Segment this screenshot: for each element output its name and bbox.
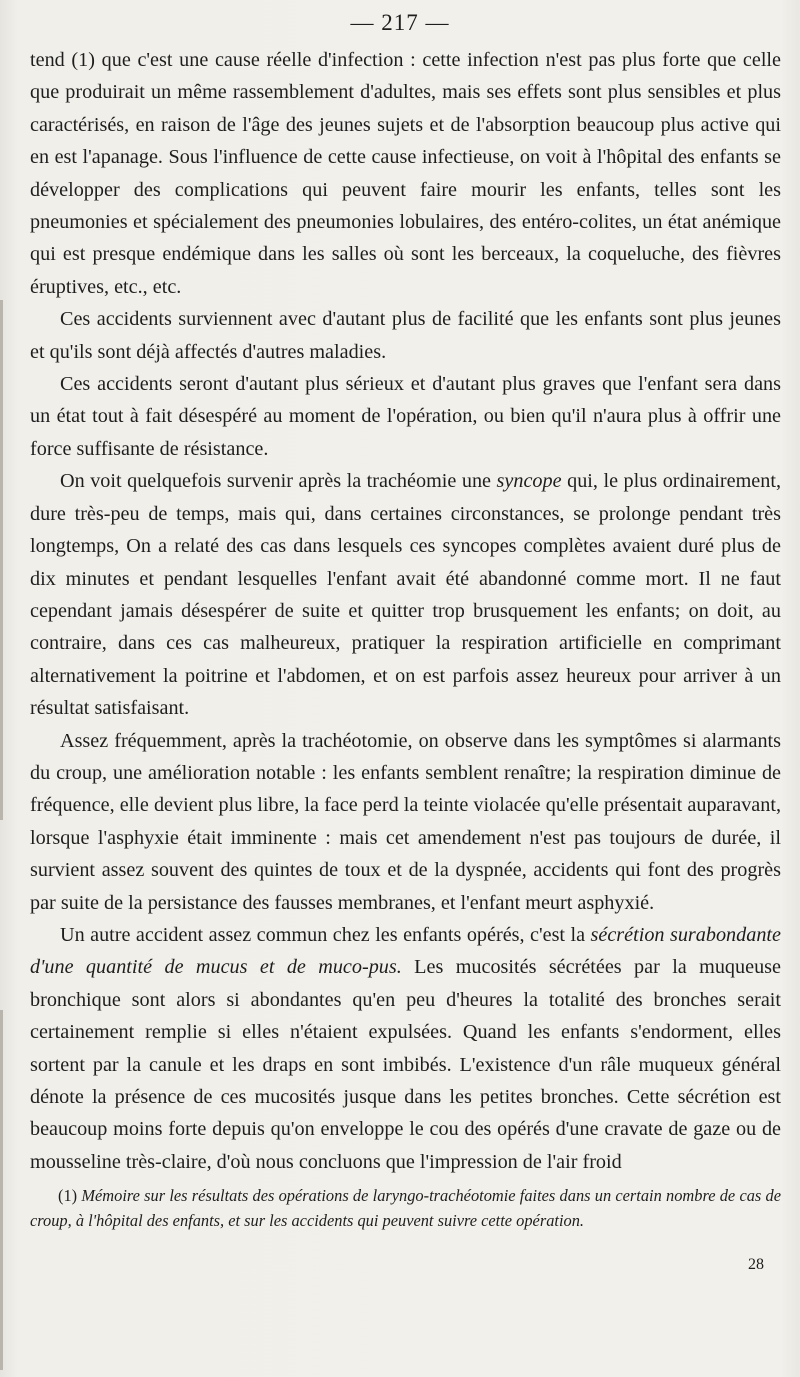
paragraph-text: Les mucosités sécrétées par la muqueuse bronchique sont alors si abondantes qu'en peu d'heures la totalité des bronches serait certainement remplie si elles n'étaient expulsées. Quand les enfants s'endorment, elles sortent par la canule et les draps en sont imbibés. L'existence d'un râle muqueux général dénote la présence de ces mucosités jusque dans les petites bronches. Cette sécrétion est beaucoup moins forte depuis qu'on enveloppe le cou des opérés d'une cravate de gaze ou de mousseline très-claire, d'où nous concluons que l'impression de l'air froid: [30, 956, 781, 1173]
signature-mark: 28: [748, 1256, 764, 1273]
paragraph: Ces accidents seront d'autant plus sérieux et d'autant plus graves que l'enfant sera dans un état tout à fait désespéré au moment de l'opération, ou bien qu'il n'aura plus à offrir une force suffisante de résistance.: [30, 373, 781, 460]
paragraph-text: On voit quelquefois survenir après la trachéomie une: [60, 470, 497, 493]
paragraph-text: qui, le plus ordinairement, dure très-peu de temps, mais qui, dans certaines circonstances, se prolonge pendant très longtemps, On a relaté des cas dans lesquels ces syncopes complètes avaient duré plus de dix minutes et pendant lesquelles l'enfant avait été abandonné comme mort. Il ne faut cependant jamais désespérer de suite et quitter trop brusquement les enfants; on doit, au contraire, dans ces cas malheureux, pratiquer la respiration artificielle en comprimant alternativement la poitrine et l'abdomen, et on est parfois assez heureux pour arriver à un résultat satisfaisant.: [30, 470, 781, 720]
footnote-mark: (1): [58, 1186, 78, 1205]
footnote-text: Mémoire sur les résultats des opérations de laryngo-trachéotomie faites dans un certain nombre de cas de croup, à l'hôpital des enfants, et sur les accidents qui peuvent suivre cette opération.: [30, 1186, 782, 1230]
page-edge-shadow: [0, 1010, 3, 1370]
page-edge-shadow: [0, 300, 3, 820]
paragraph: Assez fréquemment, après la trachéotomie, on observe dans les symptômes si alarmants du croup, une amélioration notable : les enfants semblent renaître; la respiration diminue de fréquence, elle devient plus libre, la face perd la teinte violacée qu'elle présentait auparavant, lorsque l'asphyxie était imminente : mais cet amendement n'est pas toujours de durée, il survient assez souvent des quintes de toux et de la dyspnée, accidents qui font des progrès par suite de la persistance des fausses membranes, et l'enfant meurt asphyxié.: [30, 729, 781, 914]
page-number: — 217 —: [350, 10, 450, 35]
paragraph: [30, 919, 781, 1178]
main-text: [30, 44, 781, 1178]
paragraph: [30, 465, 781, 724]
paragraph: Ces accidents surviennent avec d'autant plus de facilité que les enfants sont plus jeunes et qu'ils sont déjà affectés d'autres maladies.: [30, 308, 781, 363]
footnote: [30, 1183, 781, 1233]
emphasis-term: sécrétion surabondante d'une quantité de mucus et de muco-pus.: [30, 923, 781, 979]
paragraph: tend (1) que c'est une cause réelle d'infection : cette infection n'est pas plus forte que celle que produirait un même rassemblement d'adultes, mais ses effets sont plus sensibles et plus caractérisés, en raison de l'âge des jeunes sujets et de l'absorption beaucoup plus active qui en est l'apanage. Sous l'influence de cette cause infectieuse, on voit à l'hôpital des enfants se développer des complications qui peuvent faire mourir les enfants, telles sont les pneumonies et spécialement des pneumonies lobulaires, des entéro-colites, un état anémique qui est presque endémique dans les salles où sont les berceaux, la coqueluche, des fièvres éruptives, etc., etc.: [30, 49, 781, 298]
paragraph-text: Un autre accident assez commun chez les enfants opérés, c'est la: [60, 923, 591, 946]
emphasis-term: syncope: [496, 470, 562, 493]
